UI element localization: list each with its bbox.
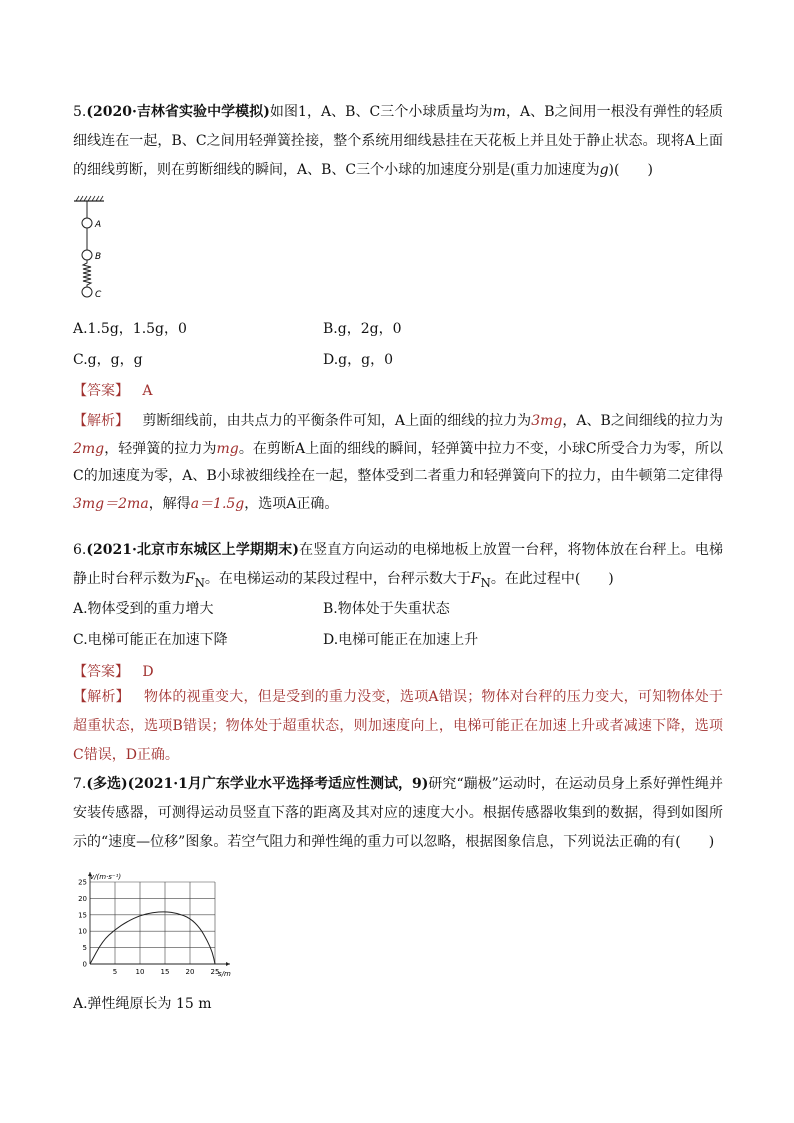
fn-repeat: F xyxy=(470,571,481,587)
ball-c xyxy=(82,287,92,297)
q6-analysis: 【解析】 物体的视重变大，但是受到的重力没变，选项A错误；物体对台秤的压力变大，可知物体处于超重状态，选项B错误；物体处于超重状态，则加速度向上，电梯可能正在加速上升或者减速下降，选项C错误，D正确。 xyxy=(73,689,724,763)
q6-option-c: C.电梯可能正在加速下降 xyxy=(73,632,228,648)
q6-stem: 6.(2021·北京市东城区上学期期末)在竖直方向运动的电梯地板上放置一台秤，将物体放在台秤上。电梯静止时台秤示数为$F_N$。在电梯运动的某段过程中，台秤示数大于$F_N$。在此过程中( ) xyxy=(73,542,723,590)
y-axis-label: v/(m·s⁻¹) xyxy=(90,873,122,881)
y-tick-label-0: 0 xyxy=(82,960,87,969)
y-tick-label-3: 15 xyxy=(78,911,87,920)
q7-source: (多选)(2021·1月广东学业水平选择考适应性测试，9) xyxy=(86,776,429,792)
velocity-displacement-chart xyxy=(70,868,240,980)
x-tick-label-2: 15 xyxy=(160,968,170,976)
q6-number: 6. xyxy=(73,542,87,558)
q6-option-d: D.电梯可能正在加速上升 xyxy=(323,632,479,648)
chart-grid xyxy=(90,882,215,964)
q5-option-b: B.g，2g，0 xyxy=(323,321,402,337)
q6-source: (2021·北京市东城区上学期期末) xyxy=(86,542,300,558)
spring xyxy=(83,260,91,287)
q5-number: 5. xyxy=(73,104,87,120)
q5-option-c: C.g，g，g xyxy=(73,352,143,368)
q7-option-a: A.弹性绳原长为 15 m xyxy=(73,996,212,1012)
ball-b xyxy=(82,250,92,260)
q5-stem: 5.(2020·吉林省实验中学模拟)如图1，A、B、C三个小球质量均为m，A、B之间用一根没有弹性的轻质细线连在一起，B、C之间用轻弹簧拴接，整个系统用细线悬挂在天花板上并且处于静止状态。现将A上面的细线剪断，则在剪断细线的瞬间，A、B、C三个小球的加速度分别是(重力加速度为g)( ) xyxy=(73,104,723,178)
x-axis-label: s/m xyxy=(218,970,231,978)
ball-b-label: B xyxy=(95,252,102,262)
q5-option-a: A.1.5g，1.5g，0 xyxy=(73,321,187,337)
q5-option-d: D.g，g，0 xyxy=(323,352,394,368)
q7-number: 7. xyxy=(73,776,87,792)
figure-1-spring-balls xyxy=(70,195,130,305)
ball-c-label: C xyxy=(95,290,102,300)
velocity-curve xyxy=(90,912,215,964)
q7-stem: 7.(多选)(2021·1月广东学业水平选择考适应性测试，9)研究“蹦极”运动时，在运动员身上系好弹性绳并安装传感器，可测得运动员竖直下落的距离及其对应的速度大小。根据传感器收集到的数据，得到如图所示的“速度—位移”图象。若空气阻力和弹性绳的重力可以忽略，根据图象信息，下列说法正确的有( ) xyxy=(73,776,723,850)
q5-answer: 【答案】 A xyxy=(73,383,153,399)
y-tick-label-1: 5 xyxy=(82,944,87,953)
x-tick-label-1: 10 xyxy=(135,968,145,976)
chart-axes xyxy=(88,872,230,966)
y-tick-label-4: 20 xyxy=(78,894,87,903)
fn-sub-repeat: N xyxy=(480,575,491,590)
q6-option-b: B.物体处于失重状态 xyxy=(323,601,450,617)
x-tick-label-4: 25 xyxy=(210,968,220,976)
q5-analysis: 【解析】 剪断细线前，由共点力的平衡条件可知，A上面的细线的拉力为3mg，A、B之间细线的拉力为2mg，轻弹簧的拉力为mg。在剪断A上面的细线的瞬间，轻弹簧中拉力不变，小球C所受合力为零，所以C的加速度为零，A、B小球被细线拴在一起，整体受到二者重力和轻弹簧向下的拉力，由牛顿第二定律得3mg＝2ma，解得a＝1.5g，选项A正确。 xyxy=(73,413,724,512)
q6-option-a: A.物体受到的重力增大 xyxy=(73,601,214,617)
x-tick-label-0: 5 xyxy=(112,968,118,976)
ball-a-label: A xyxy=(95,220,102,230)
q6-answer: 【答案】 D xyxy=(73,664,154,680)
q5-source: (2020·吉林省实验中学模拟) xyxy=(86,104,270,120)
x-tick-label-3: 20 xyxy=(185,968,195,976)
x-axis-arrow xyxy=(226,962,230,966)
y-tick-label-5: 25 xyxy=(78,878,87,887)
ball-a xyxy=(82,218,92,228)
y-tick-label-2: 10 xyxy=(78,927,87,936)
